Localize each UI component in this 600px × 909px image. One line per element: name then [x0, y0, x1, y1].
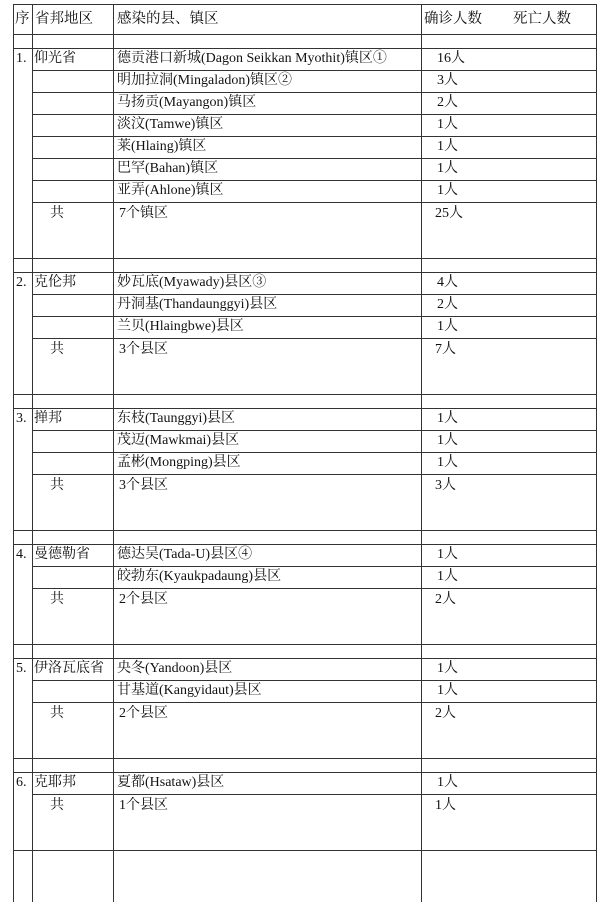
district-name: 皎勃东(Kyaukpadaung)县区 — [117, 569, 282, 584]
confirmed-count: 1人 — [437, 161, 458, 176]
total-district-count: 3个县区 — [119, 342, 168, 357]
district-name: 孟彬(Mongping)县区 — [117, 455, 241, 470]
confirmed-count: 1人 — [437, 661, 458, 676]
row-divider — [13, 644, 597, 645]
case-table — [13, 4, 597, 902]
total-label: 共 — [50, 592, 64, 607]
confirmed-count: 1人 — [437, 319, 458, 334]
section-number: 5. — [16, 661, 27, 676]
row-divider — [32, 338, 597, 339]
district-name: 东枝(Taunggyi)县区 — [117, 411, 236, 426]
district-name: 央冬(Yandoon)县区 — [117, 661, 233, 676]
district-name: 丹洞基(Thandaunggyi)县区 — [117, 297, 278, 312]
district-name: 淡汶(Tamwe)镇区 — [117, 117, 224, 132]
confirmed-count: 1人 — [437, 569, 458, 584]
row-divider — [32, 92, 597, 93]
region-name: 曼德勒省 — [34, 547, 90, 562]
district-name: 妙瓦底(Myawady)县区③ — [117, 275, 267, 290]
total-district-count: 1个县区 — [119, 798, 168, 813]
total-confirmed: 25人 — [435, 206, 463, 221]
row-divider — [13, 530, 597, 531]
section-number: 6. — [16, 775, 27, 790]
row-divider — [13, 850, 597, 851]
header-deaths: 死亡人数 — [513, 11, 571, 27]
district-name: 马扬贡(Mayangon)镇区 — [117, 95, 257, 110]
row-divider — [13, 658, 597, 659]
section-number: 1. — [16, 51, 27, 66]
confirmed-count: 1人 — [437, 775, 458, 790]
row-divider — [32, 294, 597, 295]
row-divider — [32, 794, 597, 795]
row-divider — [32, 588, 597, 589]
row-divider — [13, 4, 597, 5]
row-divider — [32, 158, 597, 159]
row-divider — [32, 680, 597, 681]
section-number: 3. — [16, 411, 27, 426]
row-divider — [13, 544, 597, 545]
confirmed-count: 1人 — [437, 455, 458, 470]
district-name: 夏都(Hsataw)县区 — [117, 775, 225, 790]
header-seq: 序 — [15, 11, 30, 27]
district-name: 甘基道(Kangyidaut)县区 — [117, 683, 262, 698]
row-divider — [32, 180, 597, 181]
region-name: 克耶邦 — [34, 775, 76, 790]
row-divider — [32, 452, 597, 453]
total-district-count: 7个镇区 — [119, 206, 168, 221]
row-divider — [32, 316, 597, 317]
region-name: 克伦邦 — [34, 275, 76, 290]
total-label: 共 — [50, 342, 64, 357]
total-district-count: 2个县区 — [119, 706, 168, 721]
row-divider — [32, 566, 597, 567]
header-district: 感染的县、镇区 — [117, 11, 219, 27]
row-divider — [32, 136, 597, 137]
total-label: 共 — [50, 798, 64, 813]
region-name: 掸邦 — [34, 411, 62, 426]
section-number: 4. — [16, 547, 27, 562]
table-divider-seq — [32, 4, 33, 902]
confirmed-count: 1人 — [437, 139, 458, 154]
confirmed-count: 3人 — [437, 73, 458, 88]
total-label: 共 — [50, 706, 64, 721]
confirmed-count: 1人 — [437, 547, 458, 562]
total-label: 共 — [50, 478, 64, 493]
row-divider — [13, 48, 597, 49]
district-name: 茂迈(Mawkmai)县区 — [117, 433, 240, 448]
district-name: 德达吴(Tada-U)县区④ — [117, 547, 253, 562]
district-name: 巴罕(Bahan)镇区 — [117, 161, 219, 176]
row-divider — [32, 430, 597, 431]
confirmed-count: 16人 — [437, 51, 465, 66]
total-label: 共 — [50, 206, 64, 221]
header-confirmed: 确诊人数 — [424, 11, 482, 27]
confirmed-count: 2人 — [437, 297, 458, 312]
confirmed-count: 1人 — [437, 411, 458, 426]
row-divider — [32, 202, 597, 203]
confirmed-count: 4人 — [437, 275, 458, 290]
total-confirmed: 7人 — [435, 342, 456, 357]
district-name: 兰贝(Hlaingbwe)县区 — [117, 319, 244, 334]
table-divider-district — [421, 4, 422, 902]
row-divider — [13, 758, 597, 759]
row-divider — [32, 114, 597, 115]
region-name: 仰光省 — [34, 51, 76, 66]
confirmed-count: 1人 — [437, 683, 458, 698]
district-name: 德贡港口新城(Dagon Seikkan Myothit)镇区① — [117, 51, 387, 66]
total-confirmed: 2人 — [435, 592, 456, 607]
row-divider — [13, 34, 597, 35]
total-confirmed: 2人 — [435, 706, 456, 721]
confirmed-count: 1人 — [437, 433, 458, 448]
confirmed-count: 1人 — [437, 117, 458, 132]
confirmed-count: 1人 — [437, 183, 458, 198]
table-border-right — [596, 4, 597, 902]
row-divider — [32, 70, 597, 71]
table-divider-region — [113, 4, 114, 902]
total-confirmed: 3人 — [435, 478, 456, 493]
row-divider — [13, 394, 597, 395]
row-divider — [13, 272, 597, 273]
table-border-left — [13, 4, 14, 902]
row-divider — [32, 474, 597, 475]
header-region: 省邦地区 — [35, 11, 93, 27]
total-district-count: 3个县区 — [119, 478, 168, 493]
region-name: 伊洛瓦底省 — [34, 661, 104, 676]
row-divider — [13, 408, 597, 409]
district-name: 明加拉洞(Mingaladon)镇区② — [117, 73, 292, 88]
row-divider — [32, 702, 597, 703]
district-name: 莱(Hlaing)镇区 — [117, 139, 207, 154]
total-district-count: 2个县区 — [119, 592, 168, 607]
section-number: 2. — [16, 275, 27, 290]
total-confirmed: 1人 — [435, 798, 456, 813]
confirmed-count: 2人 — [437, 95, 458, 110]
row-divider — [13, 258, 597, 259]
district-name: 亚弄(Ahlone)镇区 — [117, 183, 224, 198]
row-divider — [13, 772, 597, 773]
